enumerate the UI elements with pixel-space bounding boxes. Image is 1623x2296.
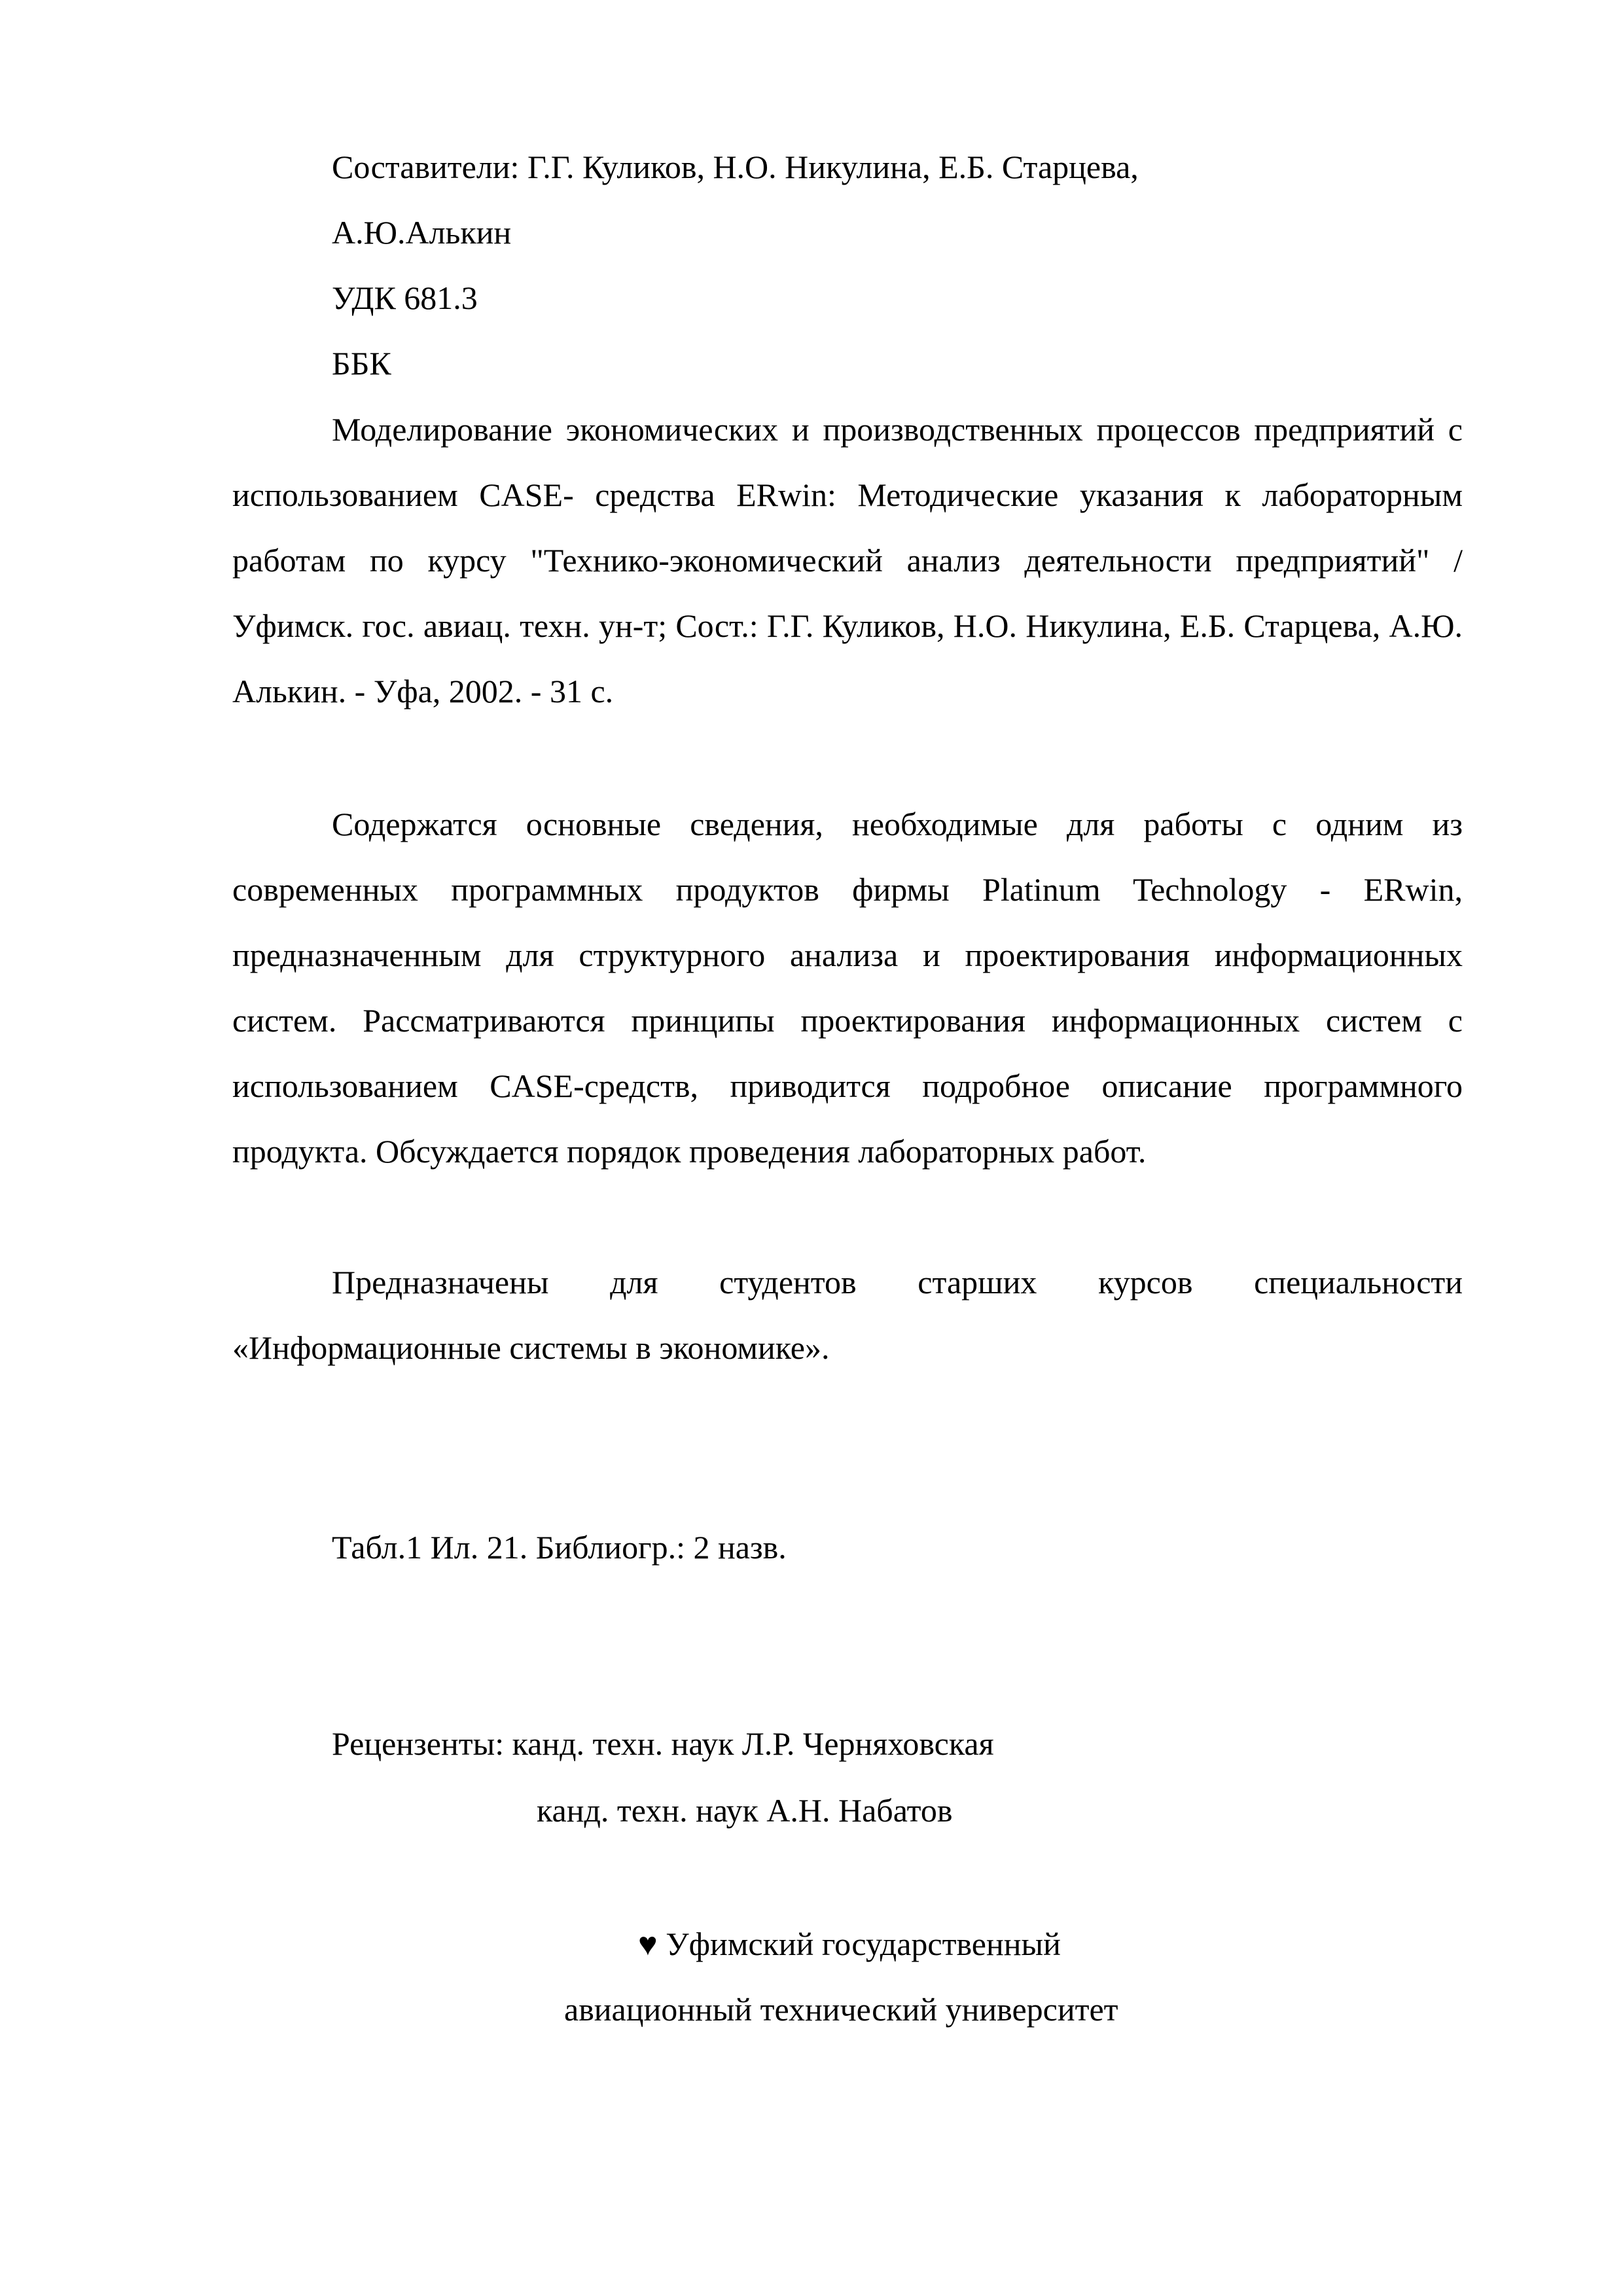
copyright-line-1: ♥ Уфимский государственный (638, 1926, 1061, 1962)
citation-paragraph: Моделирование экономических и производственных процессов предприятий с использованием CASE- средства ERwin: Методические указания к лабораторным работам по курсу "Технико-экономический анализ деятельности предприятий" / Уфимск. гос. авиац. техн. ун-т; Сост.: Г.Г. Куликов, Н.О. Никулина, Е.Б. Старцева, А.Ю. Алькин. - Уфа, 2002. - 31 с. (232, 411, 1463, 709)
udk-code: УДК 681.3 (332, 279, 478, 316)
reviewers-line-2: канд. техн. наук А.Н. Набатов (537, 1792, 953, 1829)
audience-paragraph: Предназначены для студентов старших курсов специальности «Информационные системы в экономике». (232, 1264, 1463, 1366)
copyright-line-2: авиационный технический университет (564, 1991, 1118, 2028)
reviewers-line-1: Рецензенты: канд. техн. наук Л.Р. Черняховская (332, 1725, 994, 1762)
stats-line: Табл.1 Ил. 21. Библиогр.: 2 назв. (332, 1529, 787, 1566)
description-paragraph: Содержатся основные сведения, необходимые для работы с одним из современных программных продуктов фирмы Platinum Technology - ERwin, предназначенным для структурного анализа и проектирования информационных систем. Рассматриваются принципы проектирования информационных систем с использованием CASE-средств, приводится подробное описание программного продукта. Обсуждается порядок проведения лабораторных работ. (232, 806, 1463, 1170)
bbk-code: ББК (332, 345, 391, 382)
compilers-line-1: Составители: Г.Г. Куликов, Н.О. Никулина, Е.Б. Старцева, (332, 149, 1139, 185)
compilers-line-2: А.Ю.Алькин (332, 214, 512, 251)
